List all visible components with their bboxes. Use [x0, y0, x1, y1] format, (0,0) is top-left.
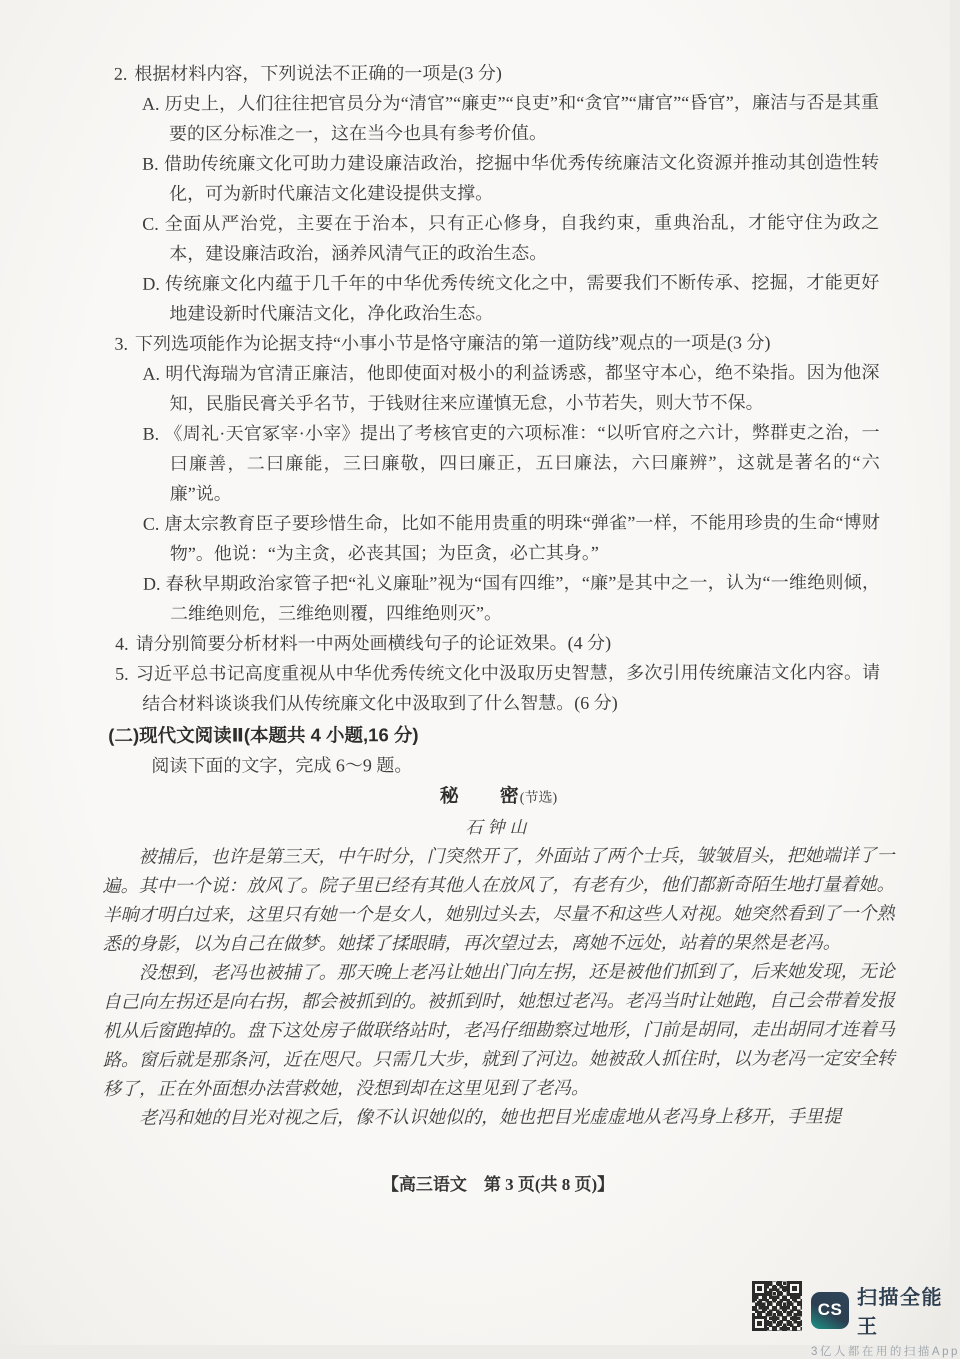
option-label: D.: [142, 573, 161, 594]
camscanner-logo-text: CS: [817, 1300, 843, 1319]
option-text: 借助传统廉文化可助力建设廉洁政治，挖掘中华优秀传统廉洁文化资源并推动其创造性转化，可为新时代廉洁文化建设提供支撑。: [163, 152, 880, 204]
question-3-option-c: [143, 507, 880, 569]
option-text: 明代海瑞为官清正廉洁，他即使面对极小的利益诱惑，都坚守本心，绝不染指。因为他深知，民脂民膏关乎名节，于钱财往来应谨慎无怠，小节若失，则大节不保。: [165, 362, 880, 414]
question-4: [115, 627, 880, 659]
question-stem: 请分别简要分析材料一中两处画横线句子的论证效果。(4 分): [135, 632, 612, 654]
option-text: 传统廉文化内蕴于几千年的中华优秀传统文化之中，需要我们不断传承、挖掘，才能更好地建设新时代廉洁文化，净化政治生态。: [164, 272, 880, 324]
qr-finder-icon: [752, 1316, 767, 1331]
watermark-brand-name: 扫描全能王: [857, 1287, 943, 1338]
question-stem: 根据材料内容，下列说法不正确的一项是(3 分): [134, 62, 502, 84]
option-label: C.: [142, 213, 159, 234]
option-label: B.: [142, 423, 160, 444]
question-3: [114, 327, 879, 359]
passage-paragraph: 老冯和她的目光对视之后，像不认识她似的，她也把目光虚虚地从老冯身上移开，手里提: [139, 1106, 842, 1128]
question-2-option-c: [142, 207, 879, 269]
camscanner-logo-icon: [811, 1292, 849, 1329]
question-number: 4.: [115, 633, 129, 654]
option-text: 历史上，人们往往把官员分为“清官”“廉吏”“良吏”和“贪官”“庸官”“昏官”，廉洁与否是其重要的区分标准之一，这在当今也具有参考价值。: [164, 92, 879, 144]
option-label: C.: [142, 513, 160, 534]
question-number: 5.: [115, 663, 129, 684]
question-3-option-a: [143, 357, 880, 419]
question-stem: 习近平总书记高度重视从中华优秀传统文化中汲取历史智慧，多次引用传统廉洁文化内容。请结合材料谈谈我们从传统廉文化中汲取到了什么智慧。(6 分): [135, 662, 881, 714]
question-2-option-b: [142, 147, 879, 209]
option-text: 全面从严治党，主要在于治本，只有正心修身，自我约束，重典治乱，才能守住为政之本，建设廉洁政治，涵养风清气正的政治生态。: [163, 212, 880, 264]
qr-code: [752, 1281, 802, 1331]
qr-finder-icon: [787, 1281, 802, 1296]
option-text: 春秋早期政治家管子把“礼义廉耻”视为“国有四维”，“廉”是其中之一，认为“一维绝则倾，二维绝则危，三维绝则覆，四维绝则灭”。: [165, 572, 880, 624]
question-2: [114, 57, 879, 89]
option-label: A.: [141, 93, 160, 114]
passage-paragraph: 被捕后，也许是第三天，中午时分，门突然开了，外面站了两个士兵，皱皱眉头，把她端详了一遍。其中一个说：放风了。院子里已经有其他人在放风了，有老有少，他们都新奇陌生地打量着她。半晌才明白过来，这里只有她一个是女人，她别过头去，尽量不和这些人对视。她突然看到了一个熟悉的身影，以为自己在做梦。她揉了揉眼睛，再次望过去，离她不远处，站着的果然是老冯。: [102, 845, 895, 954]
watermark-tagline: 3亿人都在用的扫描App: [811, 1346, 960, 1358]
passage-author: 石钟山: [465, 817, 532, 838]
passage-title-text: 秘 密: [439, 785, 520, 808]
question-5: [115, 657, 880, 719]
question-2-option-a: [142, 87, 879, 149]
option-text: 唐太宗教育臣子要珍惜生命，比如不能用贵重的明珠“弹雀”一样，不能用珍贵的生命“博财物”。他说：“为主贪，必丧其国；为臣贪，必亡其身。”: [164, 512, 880, 564]
option-text: 《周礼·天官冢宰·小宰》提出了考核官吏的六项标准：“以听官府之六计，弊群吏之治，一曰廉善，二曰廉能，三曰廉敬，四曰廉正，五曰廉法，六曰廉辨”，这就是著名的“六廉”说。: [164, 422, 880, 504]
passage-title: [102, 781, 894, 815]
question-number: 2.: [113, 63, 128, 84]
passage-paragraph: 没想到，老冯也被捕了。那天晚上老冯让她出门向左拐，还是被他们抓到了，后来她发现，无论自己向左拐还是向右拐，都会被抓到的。被抓到时，她想过老冯。老冯当时让她跑，自己会带着发报机从后窗跑掉的。盘下这处房子做联络站时，老冯仔细勘察过地形，门前是胡同，走出胡同才连着马路。窗后就是那条河，近在咫尺。只需几大步，就到了河边。她被敌人抓住时，以为老冯一定安全转移了，正在外面想办法营救她，没想到却在这里见到了老冯。: [102, 961, 895, 1099]
passage-title-note: (节选): [519, 790, 558, 806]
option-label: A.: [142, 363, 161, 384]
option-label: D.: [142, 273, 160, 294]
question-2-option-d: [142, 267, 879, 329]
watermark-text-block: [811, 1281, 960, 1359]
question-stem: 下列选项能作为论据支持“小事小节是恪守廉洁的第一道防线”观点的一项是(3 分): [134, 332, 771, 354]
exam-content: [101, 57, 895, 1133]
reading-instruction: 阅读下面的文字，完成 6～9 题。: [151, 755, 413, 776]
question-number: 3.: [114, 333, 128, 354]
option-label: B.: [142, 153, 159, 174]
section-2-header: (二)现代文阅读Ⅱ(本题共 4 小题,16 分): [108, 724, 419, 746]
question-3-option-b: [143, 417, 880, 509]
qr-finder-icon: [752, 1281, 767, 1296]
page-footer: 【高三语文 第 3 页(共 8 页)】: [381, 1175, 615, 1194]
camscanner-watermark: [752, 1281, 960, 1359]
question-3-option-d: [143, 567, 880, 629]
